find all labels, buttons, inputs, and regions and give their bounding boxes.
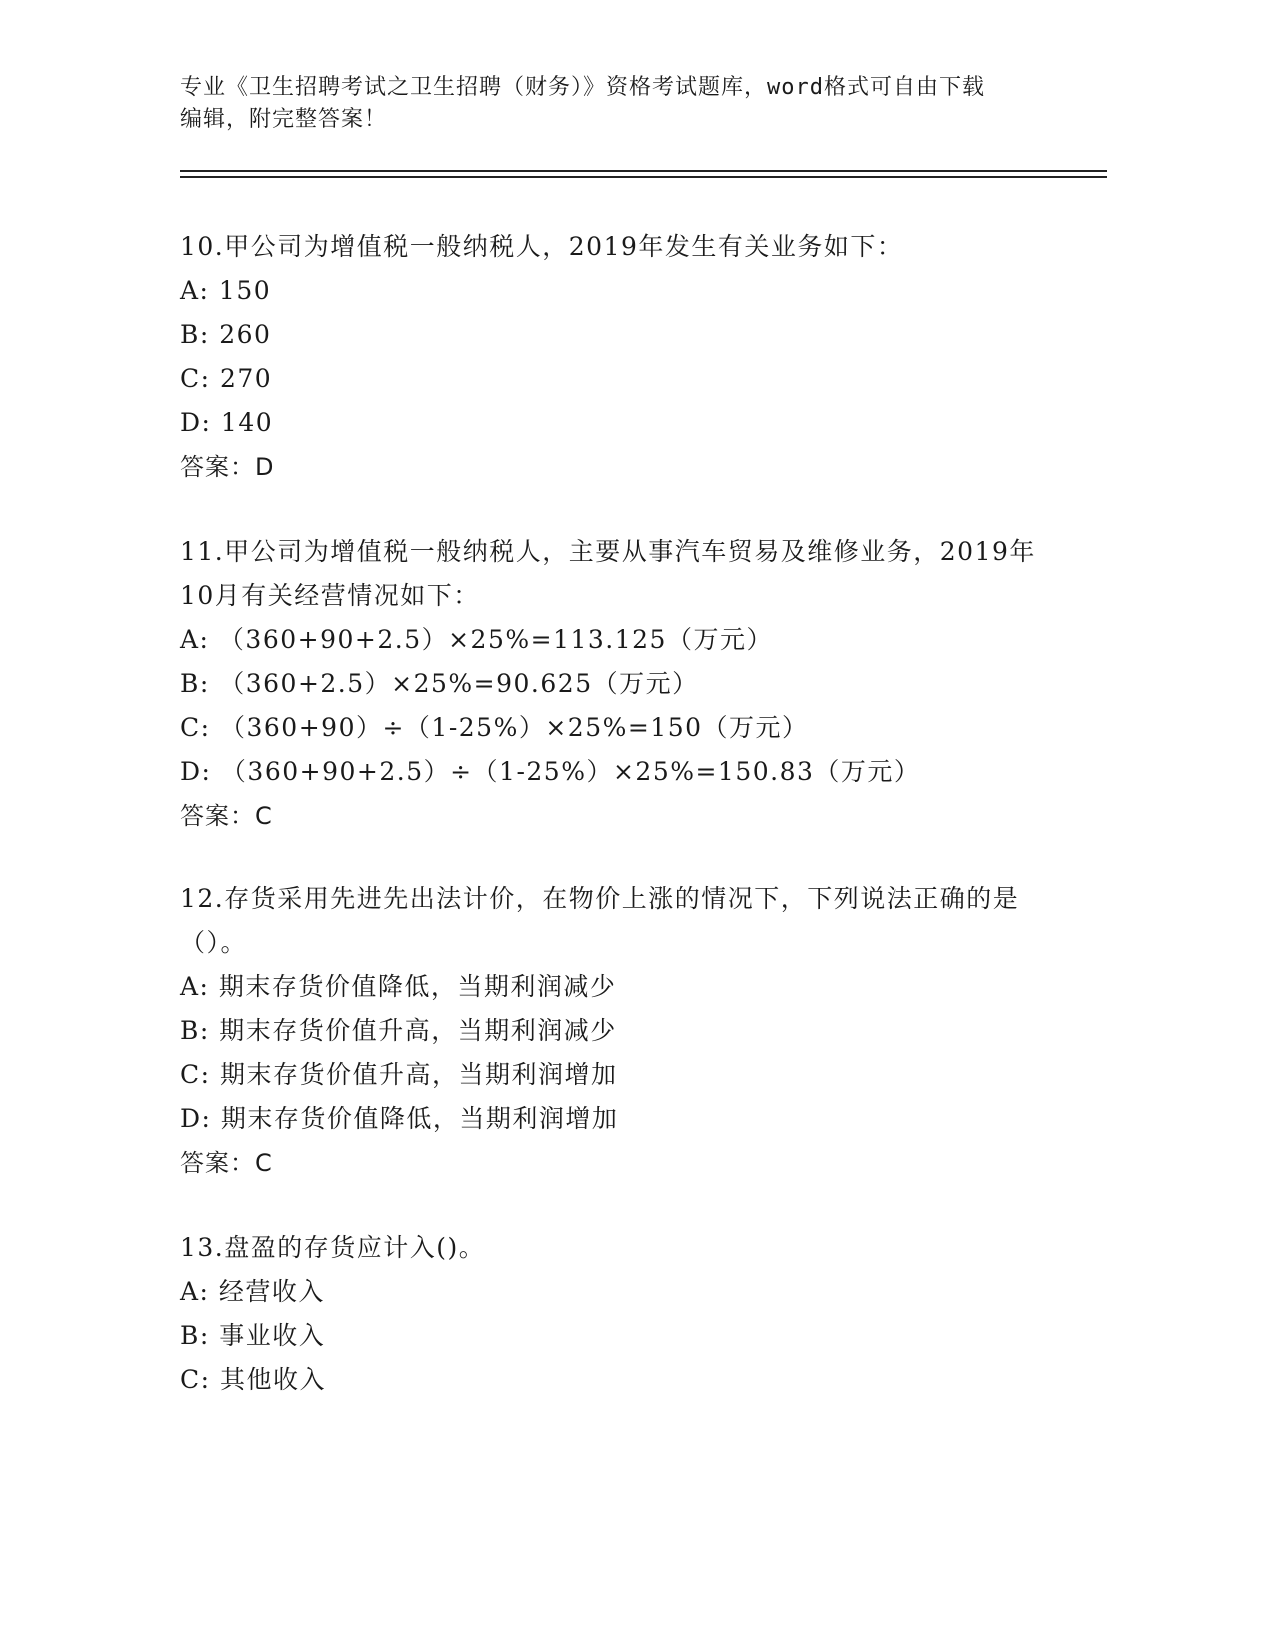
header-divider-top bbox=[180, 170, 1107, 172]
option-b: B: （360+2.5）×25%=90.625（万元） bbox=[180, 669, 699, 698]
header-line-1: 专业《卫生招聘考试之卫生招聘（财务）》资格考试题库，word格式可自由下载 bbox=[180, 75, 985, 100]
option-c: C: 270 bbox=[180, 364, 273, 393]
question-stem: 13.盘盈的存货应计入()。 bbox=[180, 1233, 486, 1262]
question-11 bbox=[180, 530, 1040, 838]
option-c: C: 期末存货价值升高，当期利润增加 bbox=[180, 1060, 618, 1089]
document-header bbox=[180, 72, 1060, 136]
answer-line: 答案：C bbox=[180, 802, 273, 830]
option-d: D: （360+90+2.5）÷（1-25%）×25%=150.83（万元） bbox=[180, 757, 921, 786]
option-a: A: 150 bbox=[180, 276, 272, 305]
question-13 bbox=[180, 1226, 1040, 1402]
answer-line: 答案：D bbox=[180, 453, 275, 481]
question-stem: 10.甲公司为增值税一般纳税人，2019年发生有关业务如下： bbox=[180, 232, 904, 261]
question-stem: 11.甲公司为增值税一般纳税人，主要从事汽车贸易及维修业务，2019年10月有关经营情况如下： bbox=[180, 537, 1036, 610]
answer-line: 答案：C bbox=[180, 1149, 273, 1177]
option-a: A: （360+90+2.5）×25%=113.125（万元） bbox=[180, 625, 773, 654]
question-stem: 12.存货采用先进先出法计价，在物价上涨的情况下，下列说法正确的是（）。 bbox=[180, 884, 1020, 957]
option-a: A: 经营收入 bbox=[180, 1277, 325, 1306]
question-10 bbox=[180, 225, 1040, 489]
option-b: B: 事业收入 bbox=[180, 1321, 326, 1350]
option-d: D: 140 bbox=[180, 408, 274, 437]
option-c: C: 其他收入 bbox=[180, 1365, 326, 1394]
option-a: A: 期末存货价值降低，当期利润减少 bbox=[180, 972, 617, 1001]
option-d: D: 期末存货价值降低，当期利润增加 bbox=[180, 1104, 619, 1133]
header-divider-bottom bbox=[180, 176, 1107, 178]
header-line-2: 编辑，附完整答案！ bbox=[180, 107, 388, 132]
option-b: B: 期末存货价值升高，当期利润减少 bbox=[180, 1016, 617, 1045]
question-12 bbox=[180, 877, 1040, 1185]
option-b: B: 260 bbox=[180, 320, 272, 349]
option-c: C: （360+90）÷（1-25%）×25%=150（万元） bbox=[180, 713, 809, 742]
